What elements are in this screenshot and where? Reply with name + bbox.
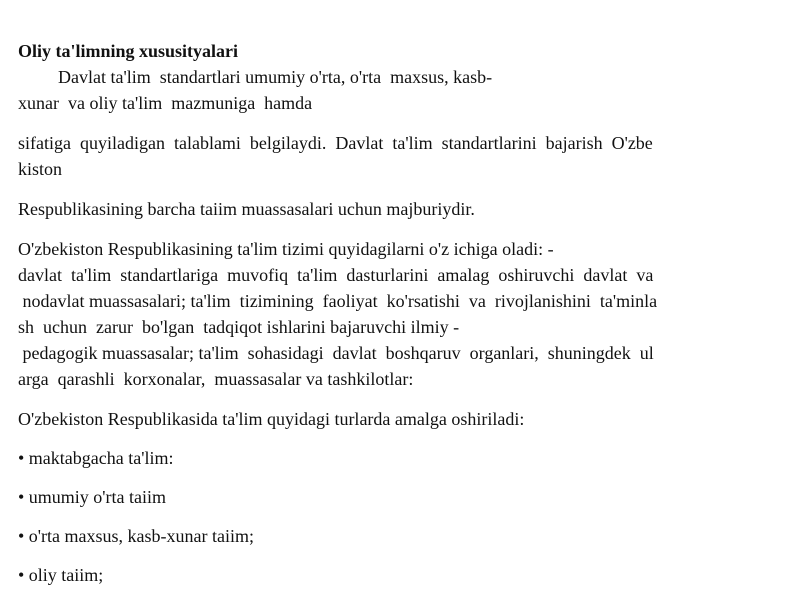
list-item: • o'rta maxsus, kasb-xunar taiim;	[18, 526, 254, 546]
text-line: Respublikasining barcha taiim muassasalari uchun majburiydir.	[18, 199, 475, 219]
paragraph-standards-requirements	[18, 130, 788, 182]
paragraph-education-types	[18, 406, 788, 432]
paragraph-standards-intro	[18, 64, 788, 116]
list-item: • maktabgacha ta'lim:	[18, 448, 174, 468]
paragraph-education-system	[18, 236, 788, 392]
text-line: pedagogik muassasalar; ta'lim sohasidagi davlat boshqaruv organlari, shuningdek ul	[18, 343, 654, 363]
text-line: arga qarashli korxonalar, muassasalar va tashkilotlar:	[18, 369, 414, 389]
text-line: kiston	[18, 159, 63, 179]
list-item: • oliy taiim;	[18, 565, 104, 585]
education-types-list	[18, 445, 788, 588]
document-page	[18, 38, 788, 588]
text-line: xunar va oliy ta'lim mazmuniga hamda	[18, 93, 313, 113]
paragraph-mandatory	[18, 196, 788, 222]
text-line: O'zbekiston Respublikasida ta'lim quyidagi turlarda amalga oshiriladi:	[18, 409, 525, 429]
text-line: nodavlat muassasalari; ta'lim tizimining faoliyat ko'rsatishi va rivojlanishini ta'minla	[18, 291, 658, 311]
text-line: O'zbekiston Respublikasining ta'lim tizimi quyidagilarni o'z ichiga oladi: -	[18, 239, 554, 259]
text-line: sh uchun zarur bo'lgan tadqiqot ishlarini bajaruvchi ilmiy -	[18, 317, 460, 337]
text-line: sifatiga quyiladigan talablami belgilaydi. Davlat ta'lim standartlarini bajarish O'zbe	[18, 133, 653, 153]
text-line: Davlat ta'lim standartlari umumiy o'rta, o'rta maxsus, kasb-	[58, 67, 493, 87]
list-item: • umumiy o'rta taiim	[18, 487, 167, 507]
document-title: Oliy ta'limning xususityalari	[18, 41, 239, 61]
text-line: davlat ta'lim standartlariga muvofiq ta'lim dasturlarini amalag oshiruvchi davlat va	[18, 265, 654, 285]
